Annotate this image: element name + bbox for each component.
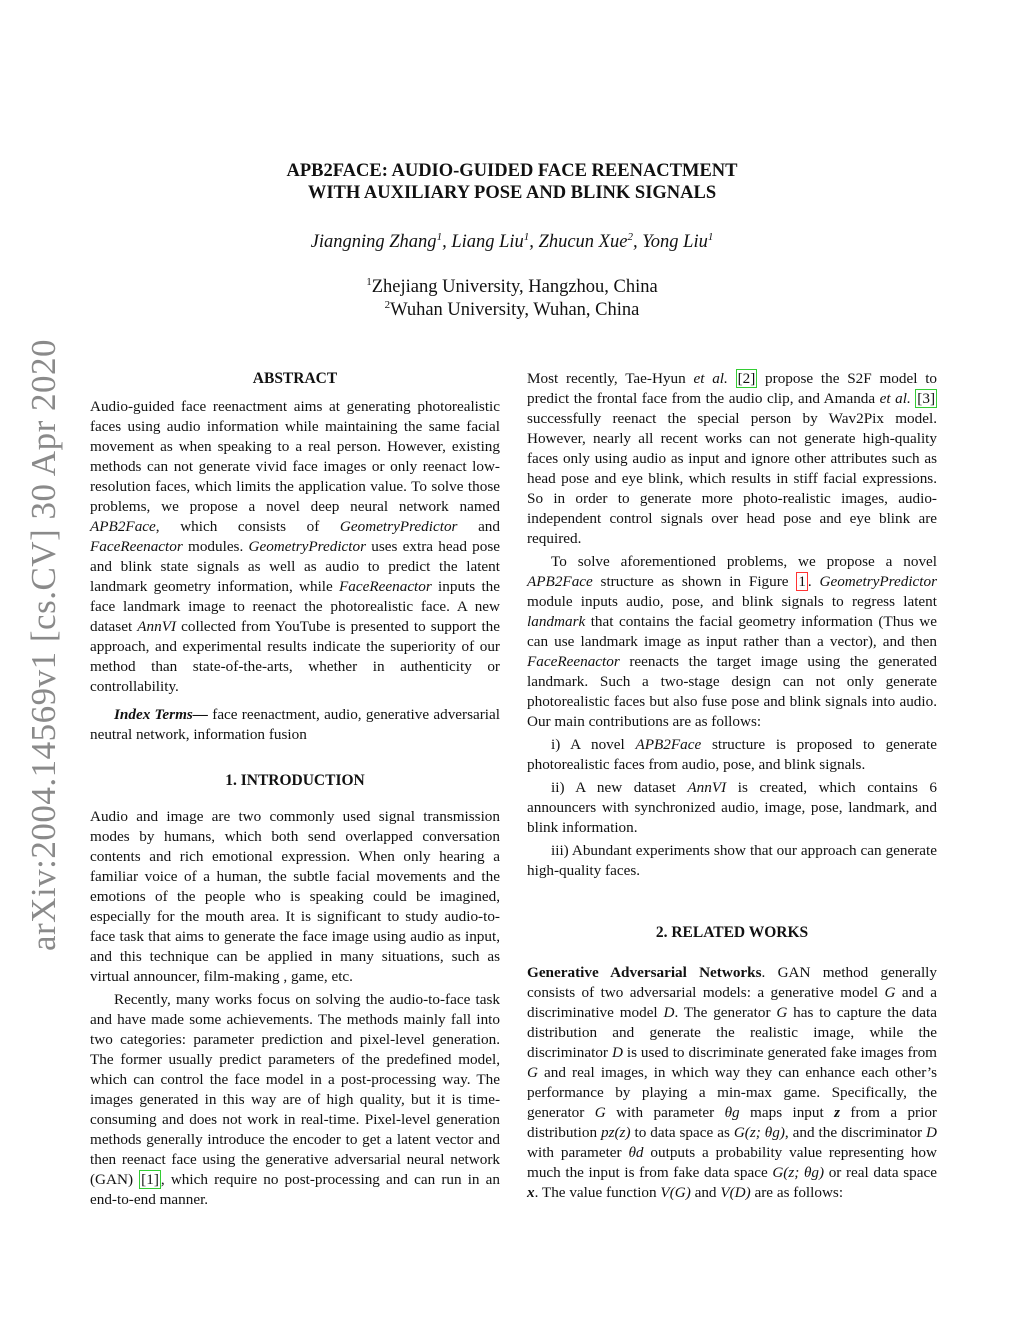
- author-affil: 1: [436, 230, 443, 243]
- figure-link[interactable]: 1: [798, 573, 806, 590]
- contribution-2: ii) A new dataset AnnVI is created, which contains 6 announcers with synchronized audio, image, pose, landmark, and blink information.: [527, 779, 937, 836]
- contribution-3: iii) Abundant experiments show that our approach can generate high-quality faces.: [527, 842, 937, 879]
- intro-paragraph-1: Audio and image are two commonly used signal transmission modes by humans, which both send overlapped conversation contents and rich emotional expression. When only hearing a familiar voice of a human, the subtle facial movements and the emotions of the people who is speaking could be imagined, especially for the mouth area. It is significant to study audio-to-face task that aims to generate the face image using audio as input, and this technique can be applied in many situations, such as virtual announcer, film-making , game, etc.: [90, 808, 500, 985]
- arxiv-sidebar: [22, 338, 66, 952]
- title-line-2: WITH AUXILIARY POSE AND BLINK SIGNALS: [307, 183, 717, 203]
- citation-link[interactable]: [1]: [141, 1171, 159, 1188]
- right-paragraph-2: To solve aforementioned problems, we propose a novel APB2Face structure as shown in Figure 1 . GeometryPredictor module inputs audio, pose, and blink signals to regress latent landmark that contains the facial geometry information (Thus we can use landmark image as input rather than a vector), and then FaceReenactor reenacts the target image using the generated landmark. Such a two-stage design can not only generate photorealistic faces but also fuse pose and blink signals into audio. Our main contributions are as follows:: [527, 553, 938, 730]
- right-column: [527, 369, 937, 1206]
- author-affil: 1: [707, 230, 714, 243]
- abstract-text: Audio-guided face reenactment aims at generating photorealistic faces using audio information while maintaining the same facial movement as when speaking to a real person. However, existing methods can not generate vivid face images or only reenact low-resolution faces, which limits the application value. To solve those problems, we propose a novel deep neural network named APB2Face, which consists of GeometryPredictor and FaceReenactor modules. GeometryPredictor uses extra head pose and blink state signals as well as audio to predict the latent landmark geometry information, while FaceReenactor inputs the face landmark image to reenact the photorealistic face. A new dataset AnnVI collected from YouTube is presented to support the approach, and experimental results indicate the superiority of our method than state-of-the-arts, whether in authenticity or controllability.: [90, 398, 500, 695]
- title-line-1: APB2FACE: AUDIO-GUIDED FACE REENACTMENT: [286, 161, 738, 181]
- citation-link[interactable]: [2]: [737, 370, 756, 387]
- related-works-heading: 2. RELATED WORKS: [655, 924, 809, 941]
- author-name: Zhucun Xue: [538, 232, 628, 252]
- gan-paragraph: Generative Adversarial Networks. GAN method generally consists of two adversarial models: a generative model G and a discriminative model D. The generator G has to capture the data distribution and generate the realistic image, while the discriminator D is used to discriminate generated fake images from G and real images, in which way they can enhance each other’s performance by playing a min-max game. Specifically, the generator G with parameter θg maps input z from a prior distribution pz(z) to data space as G(z; θg), and the discriminator D with parameter θd outputs a probability value representing how much the input is from fake data space G(z; θg) or real data space x. The value function V(G) and V(D) are as follows:: [527, 964, 938, 1201]
- author-affil: 1: [523, 230, 530, 243]
- arxiv-identifier: arXiv:2004.14569v1 [cs.CV] 30 Apr 2020: [24, 338, 63, 952]
- right-paragraph-1: Most recently, Tae-Hyun et al. [2] propose the S2F model to predict the frontal face from the audio clip, and Amanda et al. [3] successfully reenact the special person by Wav2Pix model. However, nearly all recent works can not generate high-quality faces only using audio as input and ignore other attributes such as head pose and eye blink, which results in stiff facial expressions. So in order to generate more photo-realistic images, audio-independent control signals over head pose and eye blink are required.: [527, 370, 938, 547]
- affiliation-2: $^2$Wuhan University, Wuhan, China: [384, 298, 640, 320]
- contribution-1: i) A novel APB2Face structure is proposed to generate photorealistic faces from audio, pose, and blink signals.: [527, 736, 938, 773]
- author-list: Jiangning Zhang$^1$, Liang Liu$^1$, Zhucun Xue$^2$, Yong Liu$^1$: [310, 230, 714, 252]
- affiliations: [0, 276, 1024, 322]
- author-name: Liang Liu: [451, 232, 524, 252]
- paper-header: [0, 160, 1024, 322]
- author-name: Yong Liu: [642, 232, 708, 252]
- index-terms: Index Terms— face reenactment, audio, generative adversarial neutral network, information fusion: [90, 706, 500, 743]
- paper-title: [0, 160, 1024, 204]
- author-name: Jiangning Zhang: [310, 232, 437, 252]
- citation-link[interactable]: [3]: [917, 390, 936, 407]
- introduction-heading: 1. INTRODUCTION: [225, 772, 365, 789]
- abstract-heading: ABSTRACT: [252, 370, 338, 387]
- intro-paragraph-2: Recently, many works focus on solving the audio-to-face task and have made some achievements. The methods mainly fall into two categories: parameter prediction and pixel-level generation. The former usually predict parameters of the predefined model, which can control the face model in a post-processing way. The images generated in this way are of high quality, but it is time-consuming and does not work in real-time. Pixel-level generation methods generally introduce the encoder to get a latent vector and then reenact face using the generative adversarial neural network (GAN) [1] , which require no post-processing and can run in an end-to-end manner.: [90, 991, 500, 1208]
- affiliation-1: $^1$Zhejiang University, Hangzhou, China: [366, 275, 658, 297]
- author-affil: 2: [627, 230, 633, 243]
- left-column: [90, 369, 500, 1213]
